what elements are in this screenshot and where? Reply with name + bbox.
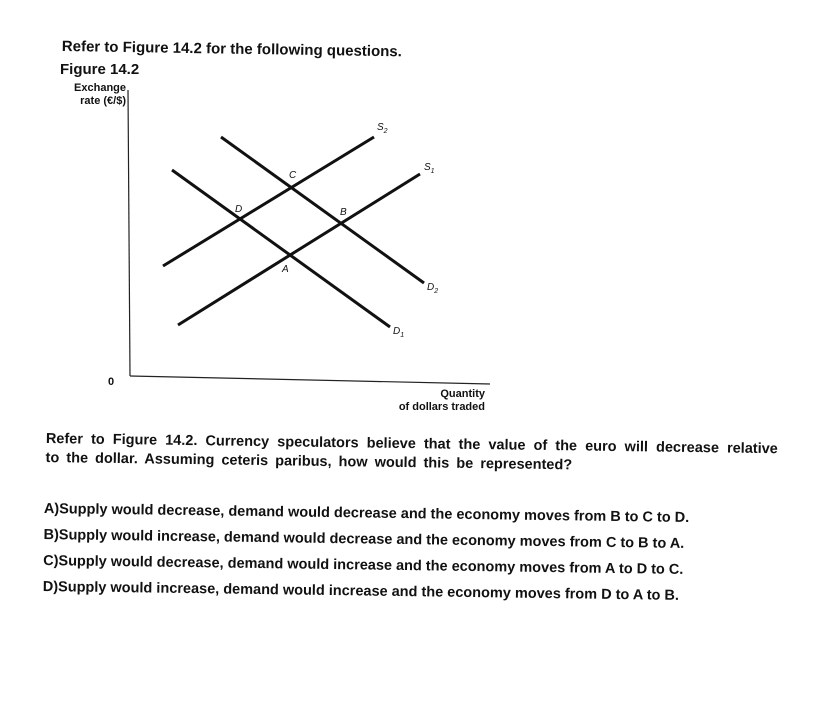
point-label-d: D	[235, 204, 243, 215]
y-axis-label-line2: rate (€/$)	[80, 95, 126, 107]
question-text: Refer to Figure 14.2. Currency speculators believe that the value of the euro will decrease relative to the dollar. Assuming ceteris paribus, how would this be represented?	[45, 430, 778, 474]
point-label-b: B	[340, 207, 347, 218]
origin-label: 0	[108, 376, 115, 388]
label-d1: $D_1$	[393, 326, 405, 339]
supply-curve-s2	[163, 137, 374, 266]
answer-option-a[interactable]: A)Supply would decrease, demand would decrease and the economy moves from B to C to D.	[43, 501, 690, 527]
answer-option-b[interactable]: B)Supply would increase, demand would decrease and the economy moves from C to B to A.	[43, 526, 685, 552]
point-label-a: A	[282, 264, 289, 275]
label-s2: $S_2$	[377, 122, 388, 135]
label-s1: $S_1$	[424, 162, 435, 175]
y-axis	[128, 90, 130, 376]
x-axis-label-line1: Quantity	[440, 388, 485, 400]
answer-option-c[interactable]: C)Supply would decrease, demand would increase and the economy moves from A to D to C.	[43, 552, 684, 578]
x-axis	[130, 376, 490, 384]
figure-title: Figure 14.2	[60, 61, 140, 78]
answer-option-d[interactable]: D)Supply would increase, demand would increase and the economy moves from D to A to B.	[42, 578, 680, 604]
x-axis-label-line2: of dollars traded	[398, 401, 485, 413]
answer-options	[43, 501, 778, 615]
demand-curve-d2	[221, 137, 424, 283]
label-d2: $D_2$	[427, 282, 439, 295]
point-label-c: C	[289, 170, 297, 181]
y-axis-label-line1: Exchange	[74, 82, 126, 94]
intro-text: Refer to Figure 14.2 for the following questions.	[61, 38, 402, 61]
x-axis-label	[360, 388, 485, 414]
supply-curve-s1	[178, 174, 420, 325]
